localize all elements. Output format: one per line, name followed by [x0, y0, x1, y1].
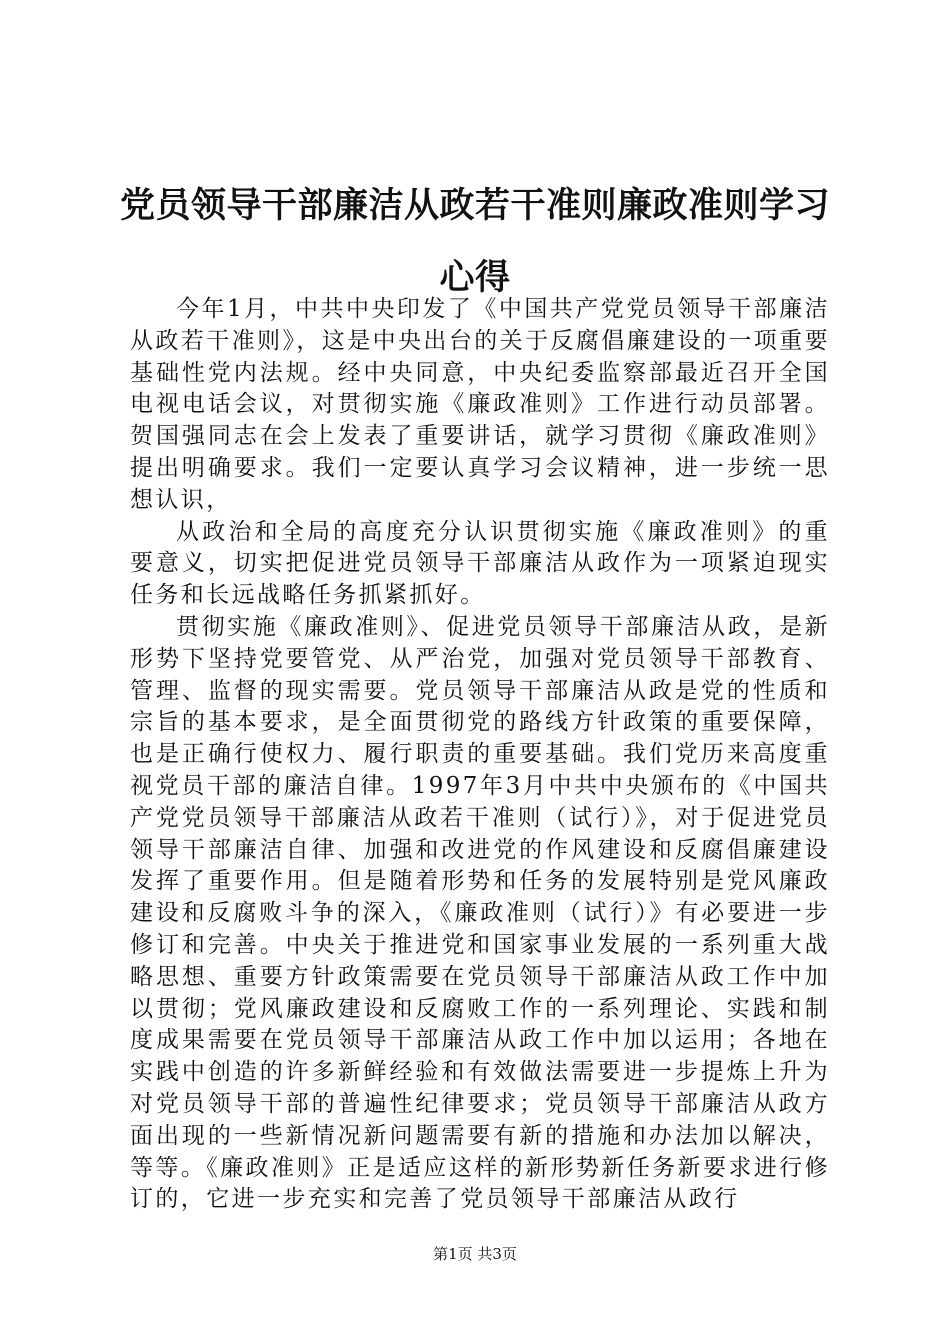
document-title [100, 170, 850, 314]
document-body [130, 294, 830, 1216]
title-line-1: 党员领导干部廉洁从政若干准则廉政准则学习 [119, 186, 830, 226]
page-number: 第1页 共3页 [433, 1245, 517, 1263]
page-footer [0, 1244, 950, 1264]
title-line-2: 心得 [439, 258, 511, 298]
paragraph: 贯彻实施《廉政准则》、促进党员领导干部廉洁从政，是新形势下坚持党要管党、从严治党，加强对党员领导干部教育、管理、监督的现实需要。党员领导干部廉洁从政是党的性质和宗旨的基本要求，是全面贯彻党的路线方针政策的重要保障，也是正确行使权力、履行职责的重要基础。我们党历来高度重视党员干部的廉洁自律。1997年3月中共中央颁布的《中国共产党党员领导干部廉洁从政若干准则（试行）》，对于促进党员领导干部廉洁自律、加强和改进党的作风建设和反腐倡廉建设发挥了重要作用。但是随着形势和任务的发展特别是党风廉政建设和反腐败斗争的深入，《廉政准则（试行）》有必要进一步修订和完善。中央关于推进党和国家事业发展的一系列重大战略思想、重要方针政策需要在党员领导干部廉洁从政工作中加以贯彻；党风廉政建设和反腐败工作的一系列理论、实践和制度成果需要在党员领导干部廉洁从政工作中加以运用；各地在实践中创造的许多新鲜经验和有效做法需要进一步提炼上升为对党员领导干部的普遍性纪律要求；党员领导干部廉洁从政方面出现的一些新情况新问题需要有新的措施和办法加以解决，等等。《廉政准则》正是适应这样的新形势新任务新要求进行修订的，它进一步充实和完善了党员领导干部廉洁从政行 [130, 613, 830, 1213]
paragraph: 今年1月，中共中央印发了《中国共产党党员领导干部廉洁从政若干准则》，这是中央出台的关于反腐倡廉建设的一项重要基础性党内法规。经中央同意，中央纪委监察部最近召开全国电视电话会议，对贯彻实施《廉政准则》工作进行动员部署。贺国强同志在会上发表了重要讲话，就学习贯彻《廉政准则》提出明确要求。我们一定要认真学习会议精神，进一步统一思想认识， [130, 296, 830, 513]
paragraph: 从政治和全局的高度充分认识贯彻实施《廉政准则》的重要意义，切实把促进党员领导干部廉洁从政作为一项紧迫现实任务和长远战略任务抓紧抓好。 [130, 518, 830, 609]
